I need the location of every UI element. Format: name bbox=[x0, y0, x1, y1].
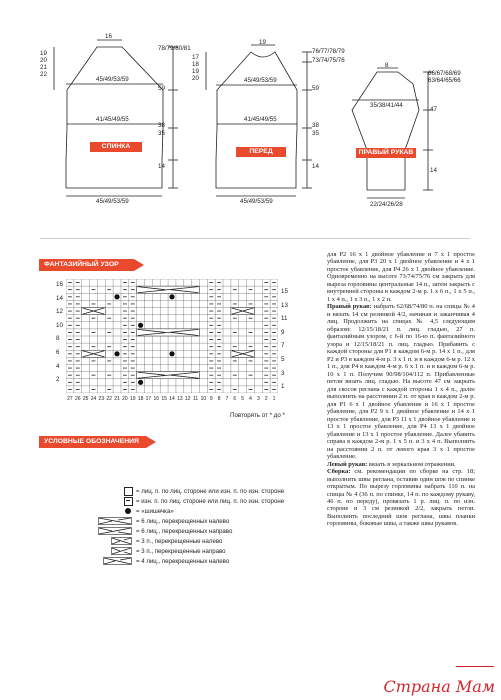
column-number: 10 bbox=[200, 396, 207, 402]
legend-item bbox=[98, 506, 174, 516]
bobble bbox=[114, 351, 119, 356]
sleeve-bottom-width: 22/24/26/28 bbox=[370, 201, 403, 208]
column-number: 13 bbox=[177, 396, 183, 402]
instr-p4-body: см. рекомендации по сборке на стр. 18; выполнить швы реглана, оставив один шов по спинке открытым. По вырезу горловины набрать 110 п. на спицы № 4 (36 п. по спинке, 14 п. по каждому рукаву, 46 п. по переду), провязать 1 р. лиц. п. по изн. стороне и 3 см резинкой 2/2, закрыть петли. Выполнить последний шов реглана, швы планки горловины, боковые швы, а также швы рукавов. bbox=[327, 468, 475, 528]
back-mid-width: 41/45/49/55 bbox=[96, 116, 129, 123]
pattern-repeat-note: Повторять от * до * bbox=[230, 412, 285, 419]
bobble bbox=[169, 351, 174, 356]
row-num: 1 bbox=[281, 383, 285, 391]
column-number: 23 bbox=[98, 396, 105, 402]
column-number: 11 bbox=[192, 396, 199, 402]
cable-3-right-icon bbox=[98, 547, 132, 555]
legend-text: = 6 лиц., перекрещенных направо bbox=[136, 527, 233, 535]
sleeve-right-14: 14 bbox=[430, 167, 437, 174]
front-right-59: 59 bbox=[312, 85, 319, 92]
back-right-38: 38 bbox=[158, 122, 165, 129]
row-num: 16 bbox=[56, 281, 63, 288]
front-left-height-2: 18 bbox=[192, 61, 199, 68]
cable-3-left-icon bbox=[98, 537, 132, 545]
sleeve-right-total2: 63/64/65/66 bbox=[428, 77, 461, 84]
row-num: 13 bbox=[281, 301, 288, 309]
row-num: 10 bbox=[56, 321, 63, 329]
schemes-section bbox=[0, 0, 501, 245]
row-num: 5 bbox=[281, 355, 285, 363]
instr-p4 bbox=[327, 468, 475, 528]
pattern-chart bbox=[66, 279, 278, 393]
watermark-decor bbox=[456, 666, 494, 676]
pattern-right-numbers bbox=[281, 288, 293, 397]
bobble bbox=[114, 294, 119, 299]
cable-6-left-icon bbox=[98, 517, 132, 525]
column-number: 3 bbox=[256, 396, 260, 402]
column-number: 20 bbox=[122, 396, 128, 402]
legend-text: = 4 лиц., перекрещенных налево bbox=[136, 557, 230, 565]
instr-p2-head: Правый рукав: bbox=[327, 303, 372, 311]
row-num: 6 bbox=[56, 348, 60, 356]
sleeve-label: ПРАВЫЙ РУКАВ bbox=[356, 148, 416, 158]
front-right-14: 14 bbox=[312, 163, 319, 170]
back-right-14: 14 bbox=[158, 163, 165, 170]
legend-text: = лиц. п. по лиц. стороне или изн. п. по изн. стороне bbox=[136, 487, 285, 495]
row-num: 11 bbox=[281, 315, 288, 323]
column-number: 24 bbox=[90, 396, 97, 402]
instr-p1: для Р2 16 х 1 двойное убавление и 7 х 1 простое убавление, для Р3 20 х 1 двойное убавление и 4 х 1 простое убавление, для Р4 26 х 1 двойное убавление. Одновременно на высоте 73/74/75/76 см закрыть для выреза горловины центральные 14 п., затем закрыть с внутренней стороны в каждом 2-м р. 1 х 6 п., 1 х 5 п., 1 х 4 п., 1 х 3 п., 1 х 2 п. bbox=[327, 251, 475, 303]
column-number: 19 bbox=[129, 396, 136, 402]
column-number: 22 bbox=[106, 396, 112, 402]
column-number: 21 bbox=[114, 396, 120, 402]
column-number: 26 bbox=[74, 396, 81, 402]
column-number: 18 bbox=[137, 396, 144, 402]
front-right-total: 76/77/78/79 bbox=[312, 48, 345, 55]
legend-item bbox=[98, 526, 232, 536]
row-num: 8 bbox=[56, 335, 60, 343]
column-number: 5 bbox=[241, 396, 245, 402]
cable-6-right-icon bbox=[98, 527, 132, 535]
column-number: 8 bbox=[217, 396, 221, 402]
cable-4-left-icon bbox=[98, 557, 132, 565]
sleeve-upper-width: 35/38/41/44 bbox=[370, 102, 403, 109]
instr-p2 bbox=[327, 303, 475, 460]
instr-p3-body: вязать в зеркальном отражении. bbox=[367, 460, 456, 468]
front-mid-width: 41/45/49/55 bbox=[244, 116, 277, 123]
instructions-text bbox=[327, 251, 475, 528]
legend-item bbox=[98, 556, 229, 566]
back-left-height-1: 19 bbox=[40, 50, 47, 57]
front-left-height-3: 19 bbox=[192, 68, 199, 75]
sleeve-top-width: 8 bbox=[385, 62, 389, 69]
column-number: 17 bbox=[145, 396, 152, 402]
bobble bbox=[169, 294, 174, 299]
legend-title: УСЛОВНЫЕ ОБОЗНАЧЕНИЯ bbox=[39, 436, 146, 448]
legend-item bbox=[98, 546, 226, 556]
column-number: 12 bbox=[184, 396, 191, 402]
column-number: 14 bbox=[169, 396, 175, 402]
sleeve-right-47: 47 bbox=[430, 106, 437, 113]
column-number: 25 bbox=[82, 396, 89, 402]
instr-p3 bbox=[327, 461, 475, 468]
back-left-height-2: 20 bbox=[40, 57, 47, 64]
legend-item bbox=[98, 516, 229, 526]
row-num: 4 bbox=[56, 362, 60, 370]
front-right-total2: 73/74/75/76 bbox=[312, 57, 345, 64]
column-number: 2 bbox=[264, 396, 268, 402]
front-right-35: 35 bbox=[312, 130, 319, 137]
knit-stitch-icon bbox=[98, 487, 132, 495]
instr-p4-head: Сборка: bbox=[327, 468, 351, 476]
row-num: 2 bbox=[56, 376, 60, 384]
pattern-column-numbers bbox=[66, 396, 278, 404]
back-bottom-width: 45/49/53/59 bbox=[96, 198, 129, 205]
sleeve-right-total: 66/67/68/69 bbox=[428, 70, 461, 77]
row-num: 15 bbox=[281, 288, 288, 295]
front-bottom-width: 45/49/53/59 bbox=[240, 198, 273, 205]
front-left-height-4: 20 bbox=[192, 75, 199, 82]
back-left-height-4: 22 bbox=[40, 71, 47, 78]
row-num: 12 bbox=[56, 308, 63, 316]
column-number: 27 bbox=[67, 396, 73, 402]
back-right-35: 35 bbox=[158, 130, 165, 137]
front-label: ПЕРЕД bbox=[236, 147, 286, 157]
legend-item bbox=[98, 496, 284, 506]
back-upper-width: 45/49/53/59 bbox=[96, 76, 129, 83]
legend-text: = «шишечка» bbox=[136, 507, 174, 515]
pattern-left-numbers bbox=[56, 281, 66, 390]
legend-item bbox=[98, 486, 284, 496]
instr-p2-body: набрать 62/68/74/80 п. на спицы № 4 и вязать 14 см резинкой 4/2, начиная и заканчивая 4 лиц. Продолжить на спицах № 4,5 следующим образом: 12/15/18/21 п. лиц. гладью, 27 п. фантазийным узором, с 6-й по 16-ю п. фантазийного узора и 12/15/18/21 п. лиц. гладью. Прибавить с каждой стороны для Р1 в каждом 6-м р. 14 х 1 п., для Р2 и Р3 в каждом 4-м р. 3 х 1 п. и в каждом 6-м р. 12 х 1 п., для Р4 в каждом 4-м р. 6 х 1 п. и в каждом 6-м р. 10 х 1 п. Получим 90/98/104/112 п. Прибавленные петли вязать лиц. гладью. На высоте 47 см закрыть для скосов реглана с каждой стороны 1 х 4 п., далее выполнить на расстоянии 2 п. от края в каждом 2-м р. для Р1 6 х 1 двойное убавление и 16 х 1 простое убавление, для Р2 9 х 1 двойное убавление и 14 х 1 простое убавление, для Р3 11 х 1 двойное убавление и 13 х 1 простое убавление, для Р4 13 х 1 двойное убавление и 13 х 1 простое убавление. Далее убавить справа в каждом 2-м р. 1 х 5 п. и 3 х 4 п. Выполнить на расстоянии 2 п. от левого края 3 х 1 простое убавление. bbox=[327, 303, 475, 461]
purl-stitch-icon bbox=[98, 497, 132, 505]
back-label: СПИНКА bbox=[90, 142, 142, 152]
back-top-width: 16 bbox=[105, 33, 112, 40]
row-num: 14 bbox=[56, 294, 63, 302]
pattern-grid bbox=[66, 279, 278, 393]
bobble bbox=[138, 323, 143, 328]
sleeve-outline bbox=[352, 72, 419, 190]
front-right-38: 38 bbox=[312, 122, 319, 129]
back-right-total: 78/79/80/81 bbox=[158, 45, 191, 52]
column-number: 9 bbox=[209, 396, 213, 402]
legend-text: = изн. п. по лиц. стороне или лиц. п. по изн. стороне bbox=[136, 497, 285, 505]
column-number: 16 bbox=[153, 396, 160, 402]
legend-text: = 3 п., перекрещенные налево bbox=[136, 537, 223, 545]
legend-text: = 3 п., перекрещенные направо bbox=[136, 547, 226, 555]
front-top-width: 19 bbox=[259, 39, 266, 46]
back-right-59: 59 bbox=[158, 85, 165, 92]
column-number: 4 bbox=[249, 396, 252, 402]
section-divider bbox=[40, 238, 470, 239]
row-num: 3 bbox=[281, 369, 285, 377]
row-num: 7 bbox=[281, 342, 285, 350]
column-number: 15 bbox=[161, 396, 167, 402]
legend-item bbox=[98, 536, 222, 546]
pattern-title: ФАНТАЗИЙНЫЙ УЗОР bbox=[39, 259, 134, 271]
front-left-height-1: 17 bbox=[192, 54, 199, 61]
instr-p3-head: Левый рукав: bbox=[327, 460, 368, 468]
row-num: 9 bbox=[281, 328, 285, 336]
bobble bbox=[138, 380, 143, 385]
watermark: Страна Мам bbox=[383, 677, 495, 696]
column-number: 6 bbox=[233, 396, 237, 402]
column-number: 1 bbox=[272, 396, 276, 402]
bobble-icon bbox=[98, 507, 132, 515]
column-number: 7 bbox=[225, 396, 229, 402]
back-left-height-3: 21 bbox=[40, 64, 47, 71]
front-upper-width: 45/49/53/59 bbox=[244, 77, 277, 84]
legend-text: = 6 лиц., перекрещенных налево bbox=[136, 517, 230, 525]
